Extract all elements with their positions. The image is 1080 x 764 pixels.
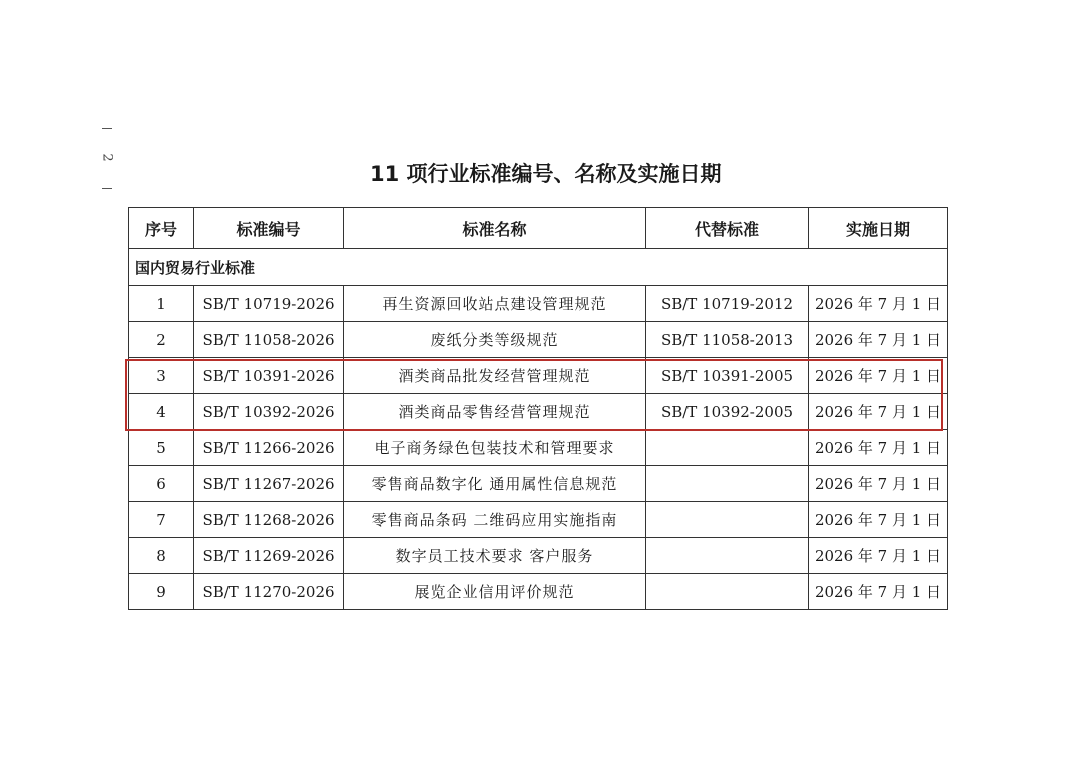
page-number-text: 2	[99, 153, 115, 162]
cell-date: 2026 年 7 月 1 日	[809, 322, 948, 358]
cell-code: SB/T 11058-2026	[194, 322, 344, 358]
header-date: 实施日期	[809, 208, 948, 249]
table-row	[129, 394, 948, 430]
cell-code: SB/T 11268-2026	[194, 502, 344, 538]
cell-replaces	[646, 502, 809, 538]
cell-seq: 3	[129, 358, 194, 394]
cell-code: SB/T 11270-2026	[194, 574, 344, 610]
cell-replaces	[646, 538, 809, 574]
cell-seq: 2	[129, 322, 194, 358]
cell-name: 电子商务绿色包装技术和管理要求	[344, 430, 646, 466]
cell-replaces: SB/T 10391-2005	[646, 358, 809, 394]
header-replaces: 代替标准	[646, 208, 809, 249]
section-label: 国内贸易行业标准	[129, 249, 948, 286]
cell-seq: 8	[129, 538, 194, 574]
cell-code: SB/T 10392-2026	[194, 394, 344, 430]
table-row	[129, 322, 948, 358]
cell-name: 展览企业信用评价规范	[344, 574, 646, 610]
cell-seq: 9	[129, 574, 194, 610]
page-number-dash-bottom	[102, 188, 112, 189]
header-name: 标准名称	[344, 208, 646, 249]
cell-name: 数字员工技术要求 客户服务	[344, 538, 646, 574]
table-row	[129, 574, 948, 610]
cell-replaces: SB/T 10392-2005	[646, 394, 809, 430]
cell-name: 酒类商品零售经营管理规范	[344, 394, 646, 430]
cell-date: 2026 年 7 月 1 日	[809, 538, 948, 574]
cell-replaces	[646, 574, 809, 610]
document-title: 11 项行业标准编号、名称及实施日期	[370, 162, 722, 186]
cell-seq: 1	[129, 286, 194, 322]
section-row	[129, 249, 948, 286]
standards-table	[128, 207, 948, 610]
cell-code: SB/T 11269-2026	[194, 538, 344, 574]
table-row	[129, 466, 948, 502]
cell-date: 2026 年 7 月 1 日	[809, 466, 948, 502]
cell-name: 废纸分类等级规范	[344, 322, 646, 358]
table-row	[129, 502, 948, 538]
cell-seq: 5	[129, 430, 194, 466]
cell-name: 再生资源回收站点建设管理规范	[344, 286, 646, 322]
cell-replaces	[646, 466, 809, 502]
table-row	[129, 286, 948, 322]
table-row	[129, 430, 948, 466]
cell-code: SB/T 11266-2026	[194, 430, 344, 466]
cell-date: 2026 年 7 月 1 日	[809, 358, 948, 394]
table-row	[129, 538, 948, 574]
cell-name: 零售商品数字化 通用属性信息规范	[344, 466, 646, 502]
cell-seq: 6	[129, 466, 194, 502]
cell-date: 2026 年 7 月 1 日	[809, 430, 948, 466]
cell-code: SB/T 10719-2026	[194, 286, 344, 322]
cell-date: 2026 年 7 月 1 日	[809, 394, 948, 430]
cell-replaces: SB/T 11058-2013	[646, 322, 809, 358]
table-row	[129, 358, 948, 394]
cell-seq: 7	[129, 502, 194, 538]
cell-name: 零售商品条码 二维码应用实施指南	[344, 502, 646, 538]
cell-code: SB/T 10391-2026	[194, 358, 344, 394]
header-seq: 序号	[129, 208, 194, 249]
page-number	[100, 118, 114, 198]
page-number-dash-top	[102, 128, 112, 129]
cell-date: 2026 年 7 月 1 日	[809, 574, 948, 610]
cell-seq: 4	[129, 394, 194, 430]
cell-replaces	[646, 430, 809, 466]
cell-code: SB/T 11267-2026	[194, 466, 344, 502]
table-header-row	[129, 208, 948, 249]
cell-date: 2026 年 7 月 1 日	[809, 286, 948, 322]
cell-name: 酒类商品批发经营管理规范	[344, 358, 646, 394]
cell-replaces: SB/T 10719-2012	[646, 286, 809, 322]
cell-date: 2026 年 7 月 1 日	[809, 502, 948, 538]
header-code: 标准编号	[194, 208, 344, 249]
